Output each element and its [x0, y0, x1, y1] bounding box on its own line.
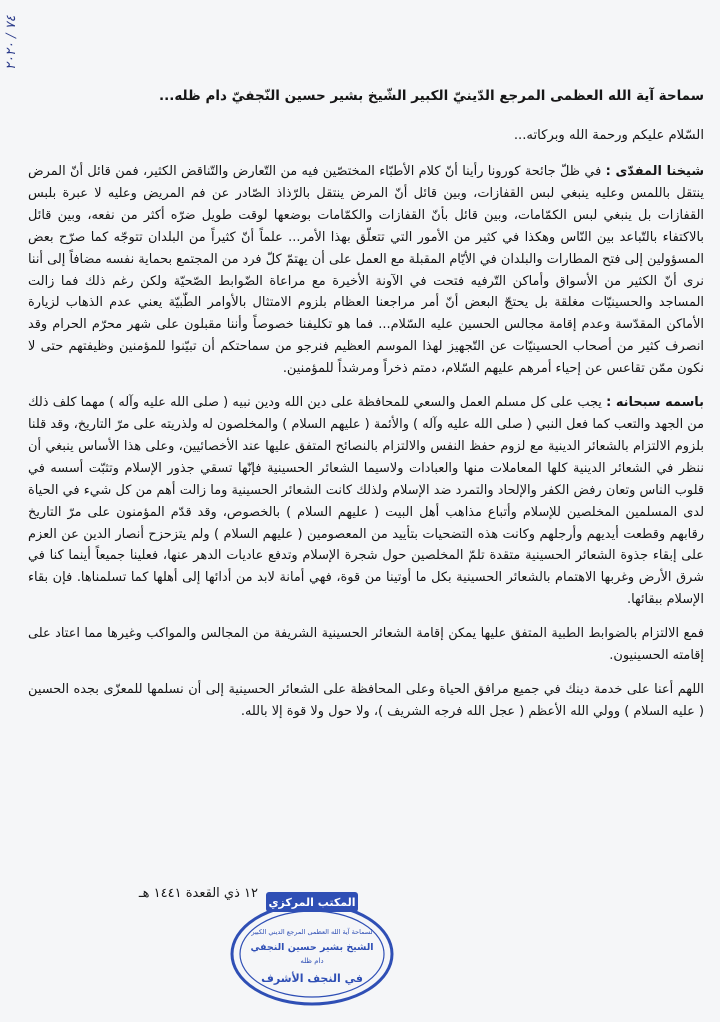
answer-paragraph [28, 392, 704, 611]
answer-paragraph [28, 623, 704, 667]
seal-bottom-text: في النجف الأشرف [261, 972, 363, 985]
greeting: السّلام عليكم ورحمة الله وبركاته... [513, 128, 704, 143]
question-paragraph [28, 161, 704, 380]
letter-body [28, 86, 704, 735]
answer-lead: باسمه سبحانه : [606, 395, 704, 411]
answer-text: يجب على كل مسلم العمل والسعي للمحافظة على دين الله ودين نبيه ( صلى الله عليه وآله ) مهما كلف ذلك من الجهد والتعب كما فعل النبي ( صلى الله عليه وآله ) والأئمة ( عليهم السلام ) والمخلصون له ولذريته على مرّ التاريخ، وقد قلنا بلزوم الالتزام بالشعائر الدينية مع لزوم حفظ النفس والالتزام بالنصائح المتفق عليها عند الأخصائيين، وعلى هذا الأساس ينبغي أن ننظر في الشعائر الدينية كلها المعاملات منها والعبادات ولاسيما الشعائر الحسينية فإنّها تسقي جذور الإسلام وتثبّت أسسه في قلوب الناس وتعان رفض الكفر والإلحاد والتمرد ضد الإسلام ولذلك كانت الشعائر الحسينية وما زالت أهم من كل شيء في الحياة لدى المسلمين المخلصين للإسلام وأتباع مذاهب أهل البيت ( عليهم السلام ) بالخصوص، وقد قدّم المؤمنون على مرّ التاريخ رقابهم وقطعت أيديهم وأرجلهم وكانت هذه التضحيات بتأييد من المعصومين ( عليهم السلام ) ولم يتزحزح أنصار الدين عن العزم على إبقاء جذوة الشعائر الحسينية متقدة تلمّ المخلصين حول شجرة الإسلام وتدفع عاديات الدهر عنها، فعلينا جميعاً أينما كنا في شرق الأرض وغربها الاهتمام بالشعائر الحسينية بكل ما أوتينا من قوة، فهي أمانة لابد من أدائها إلى أهلها كما تسلمناها. فإن بقاء الإسلام ببقائها. [28, 395, 704, 608]
seal-graphic [226, 890, 398, 1010]
closing-prayer-paragraph [28, 679, 704, 723]
seal-line-3: دام ظله [300, 957, 324, 965]
office-seal-stamp [226, 890, 398, 1010]
addressee-title: سماحة آية الله العظمى المرجع الدّينيّ الكبير الشّيخ بشير حسين النّجفيّ دام ظله... [158, 88, 704, 104]
closing-prayer-text: اللهم أعنا على خدمة دينك في جميع مرافق الحياة وعلى المحافظة على الشعائر الحسينية إلى أن نسلمها للمعزّى بجده الحسين ( عليه السلام ) وولي الله الأعظم ( عجل الله فرجه الشريف )، ولا حول ولا قوة إلا بالله. [28, 681, 704, 719]
answer-text: فمع الالتزام بالضوابط الطبية المتفق عليها يمكن إقامة الشعائر الحسينية الشريفة من المجالس والمواكب وغيرها مما اعتاد على إقامته الحسينيون. [28, 626, 704, 664]
letter-date: ١٢ ذي القعدة ١٤٤١ هـ [138, 886, 258, 901]
seal-line-2: الشيخ بشير حسين النجفي [250, 942, 374, 953]
handwritten-reference-note: ٧٤ / ٢٠٢٠ [4, 15, 19, 70]
question-text: في ظلّ جائحة كورونا رأينا أنّ كلام الأطبّاء المختصّين فيه من التّعارض والتّناقض الكثير، فمن قائل أنّ المرض ينتقل باللمس وعليه ينبغي لبس القفازات، وبين قائل أنّ المرض ينتقل بالرّذاذ الصّادر عن فم المريض وعليه لا عبرة بلبس القفازات بل ينبغي لبس الكمّامات، وبين قائل بأنّ القفازات والكمّامات بوضعها لوقت طويل ضرّه أكثر من نفعه، وبين قائل بالاكتفاء بالتّباعد بين النّاس وهكذا في كثير من الأمور التي تتعلّق بهذا الأمر... علماً أنّ كثيراً من البلدان تتوجّه كما صرّح بعض المسؤولين إلى فتح المطارات والبلدان في الأيّام المقبلة مع العمل على أن يهتمّ كلّ فرد من المجتمع بحماية نفسه مضافاً إلى أننا نرى أنّ الكثير من الأسواق وأماكن التّرفيه فتحت في الآونة الأخيرة مع مراعاة الضّوابط الصّحيّة ولكن رغم ذلك فما زالت المساجد والحسينيّات مغلقة بل يحتجّ البعض أنّ أمر مراجعنا العظام بلزوم الامتثال بالأوامر الطّبيّة يعني عدم الذهاب لزيارة الأماكن المقدّسة وعدم إقامة مجالس الحسين عليه السّلام... فما هو تكليفنا خصوصاً وأننا مقبلون على شهر محرّم الحرام وقد انصرف كثير من أصحاب الحسينيّات عن التّجهيز لهذا الموسم العظيم فنرجو من سماحتكم أن تبيّنوا للمؤمنين وظيفتهم حتى لا نكون ممّن تقاعس عن إحياء أمرهم عليهم السّلام، دمتم ذخراً ومرشداً للمؤمنين. [28, 164, 704, 377]
question-lead: شيخنا المفدّى : [605, 164, 704, 179]
seal-line-1: لسماحة آية الله العظمى المرجع الديني الكبير [251, 928, 373, 936]
seal-top-text: المكتب المركزي [268, 896, 356, 909]
